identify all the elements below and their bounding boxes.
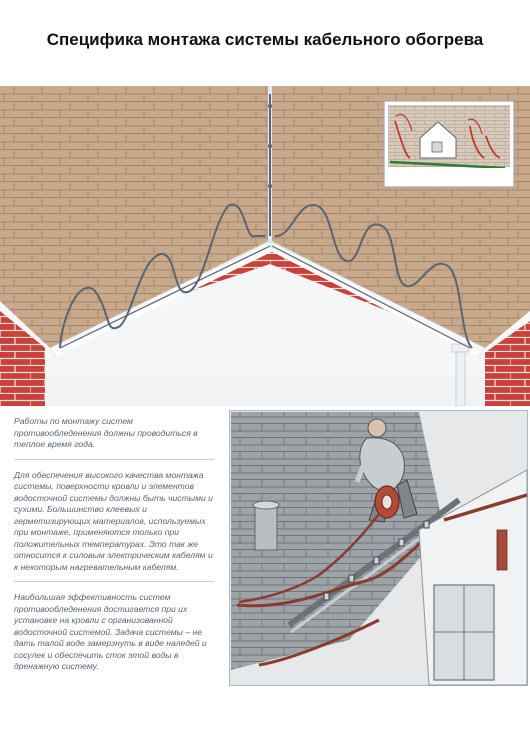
divider	[14, 459, 214, 460]
page-title: Специфика монтажа системы кабельного обогрева	[46, 30, 484, 49]
paragraph-3: Наибольшая эффективность систем противообледенения достигается при их установке на кровли с организованной водосточной системой. Задача системы – не дать талой воде замерзнуть в виде наледей и сосулек и обеспечить сток этой воды в дренажную систему.	[14, 592, 207, 671]
cable-reel-icon	[375, 486, 399, 518]
roof-worker-illustration	[229, 410, 528, 686]
text-column	[14, 416, 214, 673]
house-gable-illustration	[0, 86, 530, 406]
paragraph-1: Работы по монтажу систем противообледенения должны проводиться в теплое время года.	[14, 416, 198, 449]
inset-house-icon	[384, 101, 514, 187]
divider	[14, 581, 214, 582]
paragraph-2: Для обеспечения высокого качества монтажа системы, поверхности кровли и элементов водосточной системы должны быть чистыми и сухими. Большинство клеевых и герметизирующих материалов, используемых при монтаже, применяются только при положительных температурах. Это так же относится к силовым электрическим кабелям и к некоторым нагревательным кабелям.	[14, 469, 213, 572]
